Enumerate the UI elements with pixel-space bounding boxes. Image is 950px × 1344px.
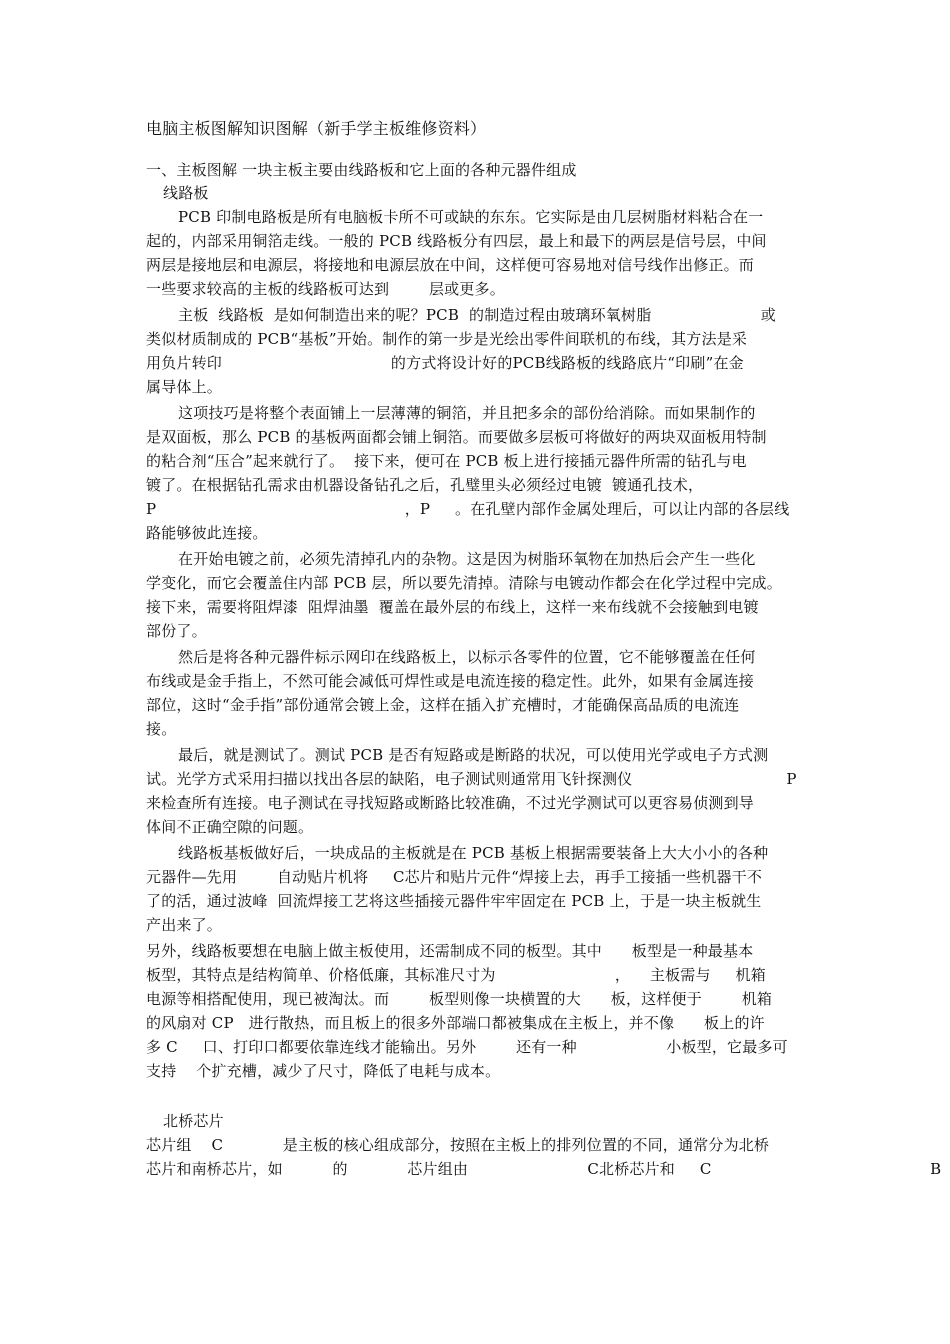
text-line: 了的活，通过波峰 回流焊接工艺将这些插接元器件牢牢固定在 PCB 上，于是一块主板就生 (146, 892, 762, 910)
text-line: 支持 个扩充槽，减少了尺寸，降低了电耗与成本。 (146, 1062, 501, 1080)
text-line: 然后是将各种元器件标示网印在线路板上，以标示各零件的位置，它不能够覆盖在任何 (178, 648, 756, 666)
text-line: 来检查所有连接。电子测试在寻找短路或断路比较准确，不过光学测试可以更容易侦测到导 (146, 794, 755, 812)
text-line: 芯片组 C 是主板的核心组成部分，按照在主板上的排列位置的不同，通常分为北桥 (146, 1136, 770, 1154)
text-line: 芯片和南桥芯片，如 的 芯片组由 C北桥芯片和 C B (146, 1160, 942, 1178)
text-line: 部份了。 (146, 622, 207, 640)
text-line: 在开始电镀之前，必须先清掉孔内的杂物。这是因为树脂环氧物在加热后会产生一些化 (178, 550, 756, 568)
text-line: 电源等相搭配使用，现已被淘汰。而 板型则像一块横置的大 板，这样便于 机箱 (146, 990, 773, 1008)
text-line: 最后，就是测试了。测试 PCB 是否有短路或是断路的状况，可以使用光学或电子方式测 (178, 746, 769, 764)
text-line: 部位，这时“金手指”部份通常会镀上金，这样在插入扩充槽时，才能确保高品质的电流连 (146, 696, 740, 714)
text-line: 起的，内部采用铜箔走线。一般的 PCB 线路板分有四层，最上和最下的两层是信号层，中间 (146, 232, 767, 250)
text-line: PCB 印制电路板是所有电脑板卡所不可或缺的东东。它实际是由几层树脂材料粘合在一 (178, 208, 764, 226)
text-line: 主板 线路板 是如何制造出来的呢？PCB 的制造过程由玻璃环氧树脂 或 (178, 306, 776, 324)
text-line: 接。 (146, 720, 177, 738)
text-line: 类似材质制成的 PCB“基板”开始。制作的第一步是光绘出零件间联机的布线，其方法是采 (146, 330, 748, 348)
text-line: 镀了。在根据钻孔需求由机器设备钻孔之后，孔璧里头必须经过电镀 镀通孔技术， (146, 476, 704, 494)
text-line: 多 C 口、打印口都要依靠连线才能输出。另外 还有一种 小板型，它最多可 (146, 1038, 788, 1056)
text-line: 元器件—先用 自动贴片机将 C芯片和贴片元件“焊接上去，再手工接插一些机器干不 (146, 868, 763, 886)
text-line: 一、主板图解 一块主板主要由线路板和它上面的各种元器件组成 (146, 161, 577, 179)
text-line: 体间不正确空隙的问题。 (146, 818, 314, 836)
text-line: 的风扇对 CP 进行散热，而且板上的很多外部端口都被集成在主板上，并不像 板上的许 (146, 1014, 765, 1032)
text-line: 线路板 (163, 184, 209, 202)
document-title: 电脑主板图解知识图解（新手学主板维修资料） (146, 119, 487, 138)
text-line: 产出来了。 (146, 916, 223, 934)
text-line: 板型，其特点是结构简单、价格低廉，其标准尺寸为 ， 主板需与 机箱 (146, 966, 766, 984)
text-line: 接下来，需要将阻焊漆 阻焊油墨 覆盖在最外层的布线上，这样一来布线就不会接触到电镀 (146, 598, 759, 616)
text-line: 北桥芯片 (163, 1112, 224, 1130)
text-line: 线路板基板做好后，一块成品的主板就是在 PCB 基板上根据需要装备上大大小小的各种 (178, 844, 769, 862)
text-line: 的粘合剂“压合”起来就行了。 接下来，便可在 PCB 板上进行接插元器件所需的钻孔与电 (146, 452, 747, 470)
text-line: 布线或是金手指上，不然可能会减低可焊性或是电流连接的稳定性。此外，如果有金属连接 (146, 672, 755, 690)
text-line: 属导体上。 (146, 378, 223, 396)
text-line: 这项技巧是将整个表面铺上一层薄薄的铜箔，并且把多余的部份给消除。而如果制作的 (178, 404, 756, 422)
text-line: 用负片转印 的方式将设计好的PCB线路板的线路底片“印刷”在金 (146, 354, 744, 372)
text-line: 两层是接地层和电源层，将接地和电源层放在中间，这样便可容易地对信号线作出修正。而 (146, 256, 755, 274)
text-line: 试。光学方式采用扫描以找出各层的缺陷，电子测试则通常用飞针探测仪 P (146, 770, 797, 788)
text-line: 另外，线路板要想在电脑上做主板使用，还需制成不同的板型。其中 板型是一种最基本 (146, 942, 754, 960)
text-line: 一些要求较高的主板的线路板可达到 层或更多。 (146, 280, 505, 298)
text-line: P ，P 。在孔壁内部作金属处理后，可以让内部的各层线 (146, 500, 790, 518)
text-line: 是双面板，那么 PCB 的基板两面都会铺上铜箔。而要做多层板可将做好的两块双面板用特制 (146, 428, 767, 446)
text-line: 学变化，而它会覆盖住内部 PCB 层，所以要先清掉。清除与电镀动作都会在化学过程中完成。 (146, 574, 782, 592)
text-line: 路能够彼此连接。 (146, 524, 268, 542)
